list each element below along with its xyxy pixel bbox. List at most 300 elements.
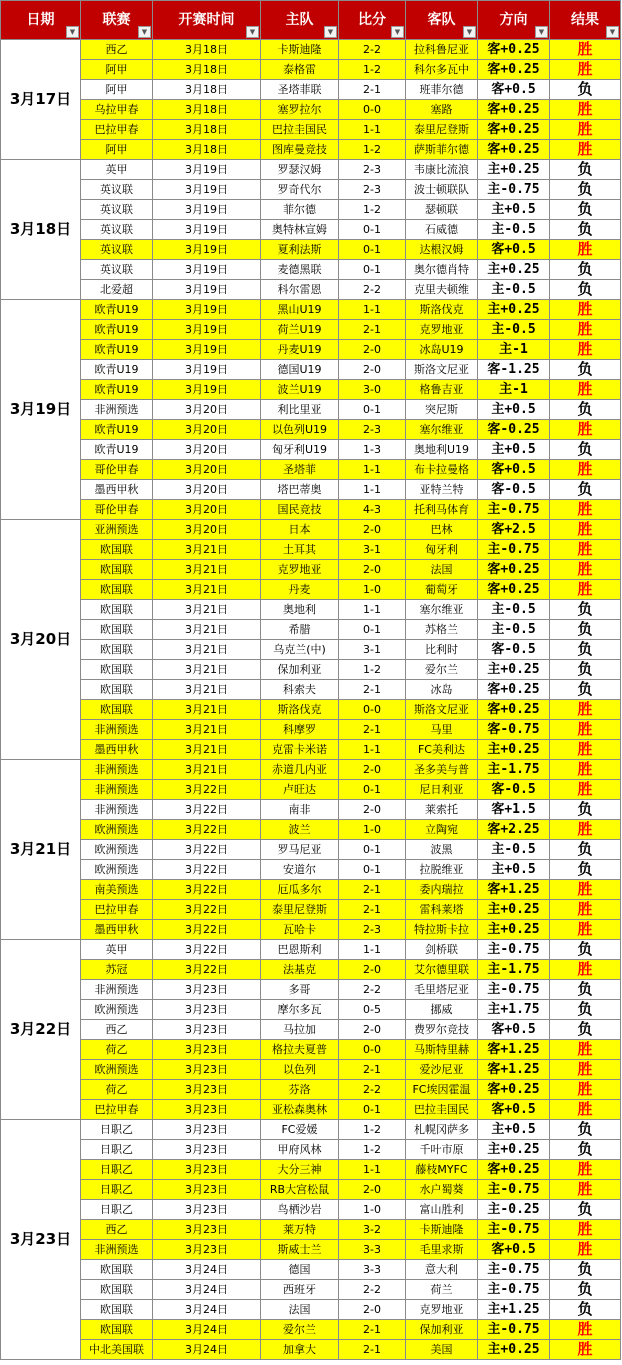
direction-cell: 主-0.5 bbox=[478, 620, 550, 640]
filter-dropdown-icon[interactable]: ▼ bbox=[66, 26, 79, 38]
header-row bbox=[1, 1, 621, 40]
home-cell: 丹麦U19 bbox=[261, 340, 339, 360]
direction-cell: 主-0.75 bbox=[478, 500, 550, 520]
score-cell: 1-1 bbox=[339, 740, 406, 760]
filter-dropdown-icon[interactable]: ▼ bbox=[463, 26, 476, 38]
home-cell: 圣塔菲联 bbox=[261, 80, 339, 100]
table-row bbox=[1, 660, 621, 680]
score-cell: 1-1 bbox=[339, 1160, 406, 1180]
league-cell: 哥伦甲春 bbox=[81, 500, 153, 520]
league-cell: 欧洲预选 bbox=[81, 1060, 153, 1080]
away-cell: 冰岛 bbox=[406, 680, 478, 700]
score-cell: 2-3 bbox=[339, 180, 406, 200]
league-cell: 欧国联 bbox=[81, 1320, 153, 1340]
kickoff-cell: 3月21日 bbox=[153, 560, 261, 580]
kickoff-cell: 3月22日 bbox=[153, 860, 261, 880]
league-cell: 英议联 bbox=[81, 180, 153, 200]
home-cell: 塞罗拉尔 bbox=[261, 100, 339, 120]
result-cell: 胜 bbox=[550, 1040, 621, 1060]
table-row bbox=[1, 1040, 621, 1060]
league-cell: 欧洲预选 bbox=[81, 840, 153, 860]
result-cell: 胜 bbox=[550, 520, 621, 540]
table-row bbox=[1, 80, 621, 100]
kickoff-cell: 3月23日 bbox=[153, 1200, 261, 1220]
date-cell: 3月23日 bbox=[1, 1120, 81, 1360]
direction-cell: 主+0.25 bbox=[478, 740, 550, 760]
league-cell: 日职乙 bbox=[81, 1120, 153, 1140]
score-cell: 2-2 bbox=[339, 980, 406, 1000]
result-cell: 胜 bbox=[550, 560, 621, 580]
direction-cell: 主+0.5 bbox=[478, 200, 550, 220]
kickoff-cell: 3月19日 bbox=[153, 340, 261, 360]
header-away[interactable] bbox=[406, 1, 478, 40]
result-cell: 胜 bbox=[550, 420, 621, 440]
league-cell: 欧国联 bbox=[81, 1280, 153, 1300]
direction-cell: 主-0.75 bbox=[478, 180, 550, 200]
away-cell: 亚特兰特 bbox=[406, 480, 478, 500]
filter-dropdown-icon[interactable]: ▼ bbox=[391, 26, 404, 38]
score-cell: 0-1 bbox=[339, 780, 406, 800]
kickoff-cell: 3月18日 bbox=[153, 100, 261, 120]
home-cell: 赤道几内亚 bbox=[261, 760, 339, 780]
direction-cell: 主-0.5 bbox=[478, 280, 550, 300]
score-cell: 1-1 bbox=[339, 600, 406, 620]
home-cell: 爱尔兰 bbox=[261, 1320, 339, 1340]
home-cell: 西班牙 bbox=[261, 1280, 339, 1300]
kickoff-cell: 3月24日 bbox=[153, 1280, 261, 1300]
table-row bbox=[1, 260, 621, 280]
result-cell: 胜 bbox=[550, 920, 621, 940]
direction-cell: 主+0.5 bbox=[478, 440, 550, 460]
home-cell: 芬洛 bbox=[261, 1080, 339, 1100]
date-cell: 3月18日 bbox=[1, 160, 81, 300]
score-cell: 2-2 bbox=[339, 1280, 406, 1300]
table-row bbox=[1, 1060, 621, 1080]
kickoff-cell: 3月18日 bbox=[153, 40, 261, 60]
home-cell: FC爱媛 bbox=[261, 1120, 339, 1140]
score-cell: 2-1 bbox=[339, 1060, 406, 1080]
score-cell: 2-0 bbox=[339, 520, 406, 540]
home-cell: 大分三神 bbox=[261, 1160, 339, 1180]
score-cell: 0-1 bbox=[339, 860, 406, 880]
table-row bbox=[1, 560, 621, 580]
home-cell: 科摩罗 bbox=[261, 720, 339, 740]
filter-dropdown-icon[interactable]: ▼ bbox=[246, 26, 259, 38]
away-cell: 石威德 bbox=[406, 220, 478, 240]
score-cell: 2-0 bbox=[339, 800, 406, 820]
table-row bbox=[1, 40, 621, 60]
result-cell: 负 bbox=[550, 160, 621, 180]
result-cell: 胜 bbox=[550, 1180, 621, 1200]
filter-dropdown-icon[interactable]: ▼ bbox=[606, 26, 619, 38]
league-cell: 日职乙 bbox=[81, 1160, 153, 1180]
kickoff-cell: 3月20日 bbox=[153, 500, 261, 520]
score-cell: 1-1 bbox=[339, 480, 406, 500]
table-row bbox=[1, 900, 621, 920]
score-cell: 2-0 bbox=[339, 560, 406, 580]
kickoff-cell: 3月22日 bbox=[153, 900, 261, 920]
league-cell: 乌拉甲春 bbox=[81, 100, 153, 120]
away-cell: 莱索托 bbox=[406, 800, 478, 820]
score-cell: 3-3 bbox=[339, 1260, 406, 1280]
away-cell: 剑桥联 bbox=[406, 940, 478, 960]
away-cell: 达根汉姆 bbox=[406, 240, 478, 260]
kickoff-cell: 3月22日 bbox=[153, 880, 261, 900]
kickoff-cell: 3月22日 bbox=[153, 960, 261, 980]
kickoff-cell: 3月19日 bbox=[153, 360, 261, 380]
league-cell: 西乙 bbox=[81, 40, 153, 60]
date-cell: 3月20日 bbox=[1, 520, 81, 760]
table-row bbox=[1, 780, 621, 800]
direction-cell: 主-1.75 bbox=[478, 760, 550, 780]
table-row bbox=[1, 1220, 621, 1240]
home-cell: 日本 bbox=[261, 520, 339, 540]
result-cell: 负 bbox=[550, 1300, 621, 1320]
kickoff-cell: 3月18日 bbox=[153, 60, 261, 80]
away-cell: 斯洛伐克 bbox=[406, 300, 478, 320]
league-cell: 非洲预选 bbox=[81, 980, 153, 1000]
filter-dropdown-icon[interactable]: ▼ bbox=[138, 26, 151, 38]
direction-cell: 主+0.25 bbox=[478, 1140, 550, 1160]
kickoff-cell: 3月19日 bbox=[153, 200, 261, 220]
kickoff-cell: 3月23日 bbox=[153, 1240, 261, 1260]
kickoff-cell: 3月21日 bbox=[153, 600, 261, 620]
home-cell: 菲尔德 bbox=[261, 200, 339, 220]
score-cell: 1-2 bbox=[339, 1120, 406, 1140]
kickoff-cell: 3月19日 bbox=[153, 280, 261, 300]
home-cell: 亚松森奥林 bbox=[261, 1100, 339, 1120]
direction-cell: 主+0.25 bbox=[478, 300, 550, 320]
result-cell: 胜 bbox=[550, 1100, 621, 1120]
away-cell: 巴拉圭国民 bbox=[406, 1100, 478, 1120]
away-cell: 克里夫顿维 bbox=[406, 280, 478, 300]
away-cell: 毛里求斯 bbox=[406, 1240, 478, 1260]
away-cell: 马里 bbox=[406, 720, 478, 740]
away-cell: 爱尔兰 bbox=[406, 660, 478, 680]
result-cell: 负 bbox=[550, 800, 621, 820]
league-cell: 日职乙 bbox=[81, 1200, 153, 1220]
direction-cell: 客+0.5 bbox=[478, 1100, 550, 1120]
header-label: 比分 bbox=[358, 12, 386, 28]
home-cell: 罗奇代尔 bbox=[261, 180, 339, 200]
kickoff-cell: 3月18日 bbox=[153, 120, 261, 140]
direction-cell: 主+1.25 bbox=[478, 1300, 550, 1320]
result-cell: 胜 bbox=[550, 240, 621, 260]
table-row bbox=[1, 300, 621, 320]
away-cell: 布卡拉曼格 bbox=[406, 460, 478, 480]
score-cell: 2-1 bbox=[339, 900, 406, 920]
direction-cell: 客+1.25 bbox=[478, 1040, 550, 1060]
score-cell: 2-0 bbox=[339, 960, 406, 980]
table-row bbox=[1, 860, 621, 880]
result-cell: 胜 bbox=[550, 320, 621, 340]
league-cell: 英甲 bbox=[81, 940, 153, 960]
kickoff-cell: 3月24日 bbox=[153, 1320, 261, 1340]
score-cell: 2-2 bbox=[339, 1080, 406, 1100]
league-cell: 欧国联 bbox=[81, 540, 153, 560]
away-cell: 韦康比流浪 bbox=[406, 160, 478, 180]
score-cell: 2-0 bbox=[339, 1300, 406, 1320]
away-cell: 拉科鲁尼亚 bbox=[406, 40, 478, 60]
away-cell: 圣多美与普 bbox=[406, 760, 478, 780]
home-cell: 麦德黑联 bbox=[261, 260, 339, 280]
direction-cell: 客+2.25 bbox=[478, 820, 550, 840]
home-cell: 加拿大 bbox=[261, 1340, 339, 1360]
away-cell: FC美利达 bbox=[406, 740, 478, 760]
kickoff-cell: 3月20日 bbox=[153, 520, 261, 540]
kickoff-cell: 3月23日 bbox=[153, 1000, 261, 1020]
league-cell: 欧国联 bbox=[81, 640, 153, 660]
table-row bbox=[1, 960, 621, 980]
league-cell: 欧青U19 bbox=[81, 340, 153, 360]
direction-cell: 客+0.25 bbox=[478, 60, 550, 80]
home-cell: 奥地利 bbox=[261, 600, 339, 620]
result-cell: 负 bbox=[550, 620, 621, 640]
direction-cell: 主+0.25 bbox=[478, 1340, 550, 1360]
league-cell: 非洲预选 bbox=[81, 720, 153, 740]
direction-cell: 主-0.75 bbox=[478, 540, 550, 560]
table-row bbox=[1, 1340, 621, 1360]
result-cell: 负 bbox=[550, 220, 621, 240]
table-row bbox=[1, 940, 621, 960]
kickoff-cell: 3月23日 bbox=[153, 1080, 261, 1100]
result-cell: 胜 bbox=[550, 1160, 621, 1180]
header-kickoff[interactable] bbox=[153, 1, 261, 40]
direction-cell: 客+0.5 bbox=[478, 240, 550, 260]
direction-cell: 客-0.25 bbox=[478, 420, 550, 440]
result-cell: 胜 bbox=[550, 300, 621, 320]
direction-cell: 主+0.25 bbox=[478, 160, 550, 180]
table-row bbox=[1, 800, 621, 820]
direction-cell: 客+0.5 bbox=[478, 460, 550, 480]
table-row bbox=[1, 540, 621, 560]
league-cell: 欧青U19 bbox=[81, 440, 153, 460]
away-cell: FC埃因霍温 bbox=[406, 1080, 478, 1100]
result-cell: 胜 bbox=[550, 340, 621, 360]
direction-cell: 客+0.25 bbox=[478, 700, 550, 720]
away-cell: 奥地利U19 bbox=[406, 440, 478, 460]
kickoff-cell: 3月23日 bbox=[153, 1120, 261, 1140]
home-cell: 格拉夫夏普 bbox=[261, 1040, 339, 1060]
direction-cell: 主+0.25 bbox=[478, 900, 550, 920]
league-cell: 非洲预选 bbox=[81, 400, 153, 420]
home-cell: 以色列U19 bbox=[261, 420, 339, 440]
direction-cell: 主-0.75 bbox=[478, 1280, 550, 1300]
away-cell: 托利马体育 bbox=[406, 500, 478, 520]
filter-dropdown-icon[interactable]: ▼ bbox=[324, 26, 337, 38]
away-cell: 波黑 bbox=[406, 840, 478, 860]
away-cell: 班菲尔德 bbox=[406, 80, 478, 100]
away-cell: 意大利 bbox=[406, 1260, 478, 1280]
home-cell: 夏利法斯 bbox=[261, 240, 339, 260]
league-cell: 巴拉甲春 bbox=[81, 120, 153, 140]
result-cell: 胜 bbox=[550, 760, 621, 780]
league-cell: 英议联 bbox=[81, 220, 153, 240]
home-cell: 黑山U19 bbox=[261, 300, 339, 320]
table-row bbox=[1, 160, 621, 180]
league-cell: 阿甲 bbox=[81, 140, 153, 160]
date-cell: 3月21日 bbox=[1, 760, 81, 940]
direction-cell: 主-0.5 bbox=[478, 320, 550, 340]
table-row bbox=[1, 480, 621, 500]
direction-cell: 主+0.25 bbox=[478, 660, 550, 680]
kickoff-cell: 3月22日 bbox=[153, 780, 261, 800]
kickoff-cell: 3月23日 bbox=[153, 1060, 261, 1080]
table-row bbox=[1, 1000, 621, 1020]
result-cell: 胜 bbox=[550, 720, 621, 740]
table-row bbox=[1, 840, 621, 860]
result-cell: 负 bbox=[550, 400, 621, 420]
kickoff-cell: 3月21日 bbox=[153, 640, 261, 660]
home-cell: 以色列 bbox=[261, 1060, 339, 1080]
home-cell: 图库曼竞技 bbox=[261, 140, 339, 160]
league-cell: 墨西甲秋 bbox=[81, 480, 153, 500]
table-row bbox=[1, 1260, 621, 1280]
kickoff-cell: 3月19日 bbox=[153, 220, 261, 240]
score-cell: 1-1 bbox=[339, 120, 406, 140]
away-cell: 爱沙尼亚 bbox=[406, 1060, 478, 1080]
score-cell: 1-1 bbox=[339, 300, 406, 320]
table-row bbox=[1, 180, 621, 200]
league-cell: 欧国联 bbox=[81, 620, 153, 640]
league-cell: 日职乙 bbox=[81, 1180, 153, 1200]
kickoff-cell: 3月23日 bbox=[153, 1140, 261, 1160]
result-cell: 负 bbox=[550, 180, 621, 200]
home-cell: 泰格雷 bbox=[261, 60, 339, 80]
league-cell: 欧青U19 bbox=[81, 380, 153, 400]
home-cell: 匈牙利U19 bbox=[261, 440, 339, 460]
home-cell: 南非 bbox=[261, 800, 339, 820]
header-score[interactable] bbox=[339, 1, 406, 40]
table-row bbox=[1, 420, 621, 440]
direction-cell: 客+2.5 bbox=[478, 520, 550, 540]
league-cell: 英议联 bbox=[81, 260, 153, 280]
score-cell: 1-1 bbox=[339, 460, 406, 480]
kickoff-cell: 3月20日 bbox=[153, 440, 261, 460]
home-cell: 斯洛伐克 bbox=[261, 700, 339, 720]
table-row bbox=[1, 620, 621, 640]
away-cell: 委内瑞拉 bbox=[406, 880, 478, 900]
score-cell: 0-1 bbox=[339, 1100, 406, 1120]
date-cell: 3月22日 bbox=[1, 940, 81, 1120]
header-result[interactable] bbox=[550, 1, 621, 40]
direction-cell: 主+0.25 bbox=[478, 260, 550, 280]
kickoff-cell: 3月19日 bbox=[153, 380, 261, 400]
home-cell: 泰里尼登斯 bbox=[261, 900, 339, 920]
table-row bbox=[1, 920, 621, 940]
result-cell: 负 bbox=[550, 840, 621, 860]
kickoff-cell: 3月18日 bbox=[153, 80, 261, 100]
result-cell: 负 bbox=[550, 660, 621, 680]
result-cell: 负 bbox=[550, 1200, 621, 1220]
home-cell: 科尔雷恩 bbox=[261, 280, 339, 300]
direction-cell: 主-1 bbox=[478, 340, 550, 360]
home-cell: 克雷卡米诺 bbox=[261, 740, 339, 760]
league-cell: 欧青U19 bbox=[81, 420, 153, 440]
league-cell: 苏冠 bbox=[81, 960, 153, 980]
result-cell: 胜 bbox=[550, 960, 621, 980]
direction-cell: 主+1.75 bbox=[478, 1000, 550, 1020]
away-cell: 美国 bbox=[406, 1340, 478, 1360]
score-cell: 1-2 bbox=[339, 1140, 406, 1160]
away-cell: 泰里尼登斯 bbox=[406, 120, 478, 140]
home-cell: 厄瓜多尔 bbox=[261, 880, 339, 900]
result-cell: 胜 bbox=[550, 460, 621, 480]
header-date[interactable] bbox=[1, 1, 81, 40]
away-cell: 克罗地亚 bbox=[406, 1300, 478, 1320]
result-cell: 负 bbox=[550, 360, 621, 380]
result-cell: 胜 bbox=[550, 120, 621, 140]
home-cell: 甲府风林 bbox=[261, 1140, 339, 1160]
table-row bbox=[1, 880, 621, 900]
away-cell: 拉脱维亚 bbox=[406, 860, 478, 880]
direction-cell: 主-0.75 bbox=[478, 1320, 550, 1340]
home-cell: 摩尔多瓦 bbox=[261, 1000, 339, 1020]
result-cell: 负 bbox=[550, 980, 621, 1000]
kickoff-cell: 3月19日 bbox=[153, 240, 261, 260]
league-cell: 欧青U19 bbox=[81, 300, 153, 320]
kickoff-cell: 3月23日 bbox=[153, 1100, 261, 1120]
away-cell: 雷科莱塔 bbox=[406, 900, 478, 920]
table-row bbox=[1, 440, 621, 460]
kickoff-cell: 3月21日 bbox=[153, 740, 261, 760]
score-cell: 4-3 bbox=[339, 500, 406, 520]
away-cell: 千叶市原 bbox=[406, 1140, 478, 1160]
direction-cell: 主-0.75 bbox=[478, 1220, 550, 1240]
kickoff-cell: 3月21日 bbox=[153, 660, 261, 680]
direction-cell: 客+0.25 bbox=[478, 100, 550, 120]
table-row bbox=[1, 1140, 621, 1160]
direction-cell: 客-0.75 bbox=[478, 720, 550, 740]
header-direction[interactable] bbox=[478, 1, 550, 40]
home-cell: 莱万特 bbox=[261, 1220, 339, 1240]
kickoff-cell: 3月22日 bbox=[153, 820, 261, 840]
away-cell: 巴林 bbox=[406, 520, 478, 540]
kickoff-cell: 3月19日 bbox=[153, 300, 261, 320]
filter-dropdown-icon[interactable]: ▼ bbox=[535, 26, 548, 38]
home-cell: 科索夫 bbox=[261, 680, 339, 700]
table-row bbox=[1, 580, 621, 600]
away-cell: 费罗尔竞技 bbox=[406, 1020, 478, 1040]
header-home[interactable] bbox=[261, 1, 339, 40]
away-cell: 科尔多瓦中 bbox=[406, 60, 478, 80]
result-cell: 胜 bbox=[550, 820, 621, 840]
score-cell: 1-2 bbox=[339, 60, 406, 80]
table-row bbox=[1, 460, 621, 480]
kickoff-cell: 3月23日 bbox=[153, 1220, 261, 1240]
home-cell: 奥特林宣姆 bbox=[261, 220, 339, 240]
kickoff-cell: 3月21日 bbox=[153, 580, 261, 600]
league-cell: 日职乙 bbox=[81, 1140, 153, 1160]
table-row bbox=[1, 820, 621, 840]
result-cell: 胜 bbox=[550, 60, 621, 80]
league-cell: 欧国联 bbox=[81, 700, 153, 720]
home-cell: 巴拉圭国民 bbox=[261, 120, 339, 140]
kickoff-cell: 3月21日 bbox=[153, 620, 261, 640]
header-league[interactable] bbox=[81, 1, 153, 40]
direction-cell: 客-1.25 bbox=[478, 360, 550, 380]
result-cell: 胜 bbox=[550, 1060, 621, 1080]
away-cell: 塞尔维亚 bbox=[406, 600, 478, 620]
direction-cell: 主-0.75 bbox=[478, 1180, 550, 1200]
result-cell: 胜 bbox=[550, 40, 621, 60]
date-cell: 3月17日 bbox=[1, 40, 81, 160]
score-cell: 0-5 bbox=[339, 1000, 406, 1020]
league-cell: 欧国联 bbox=[81, 560, 153, 580]
away-cell: 塞尔维亚 bbox=[406, 420, 478, 440]
away-cell: 格鲁吉亚 bbox=[406, 380, 478, 400]
score-cell: 1-0 bbox=[339, 820, 406, 840]
